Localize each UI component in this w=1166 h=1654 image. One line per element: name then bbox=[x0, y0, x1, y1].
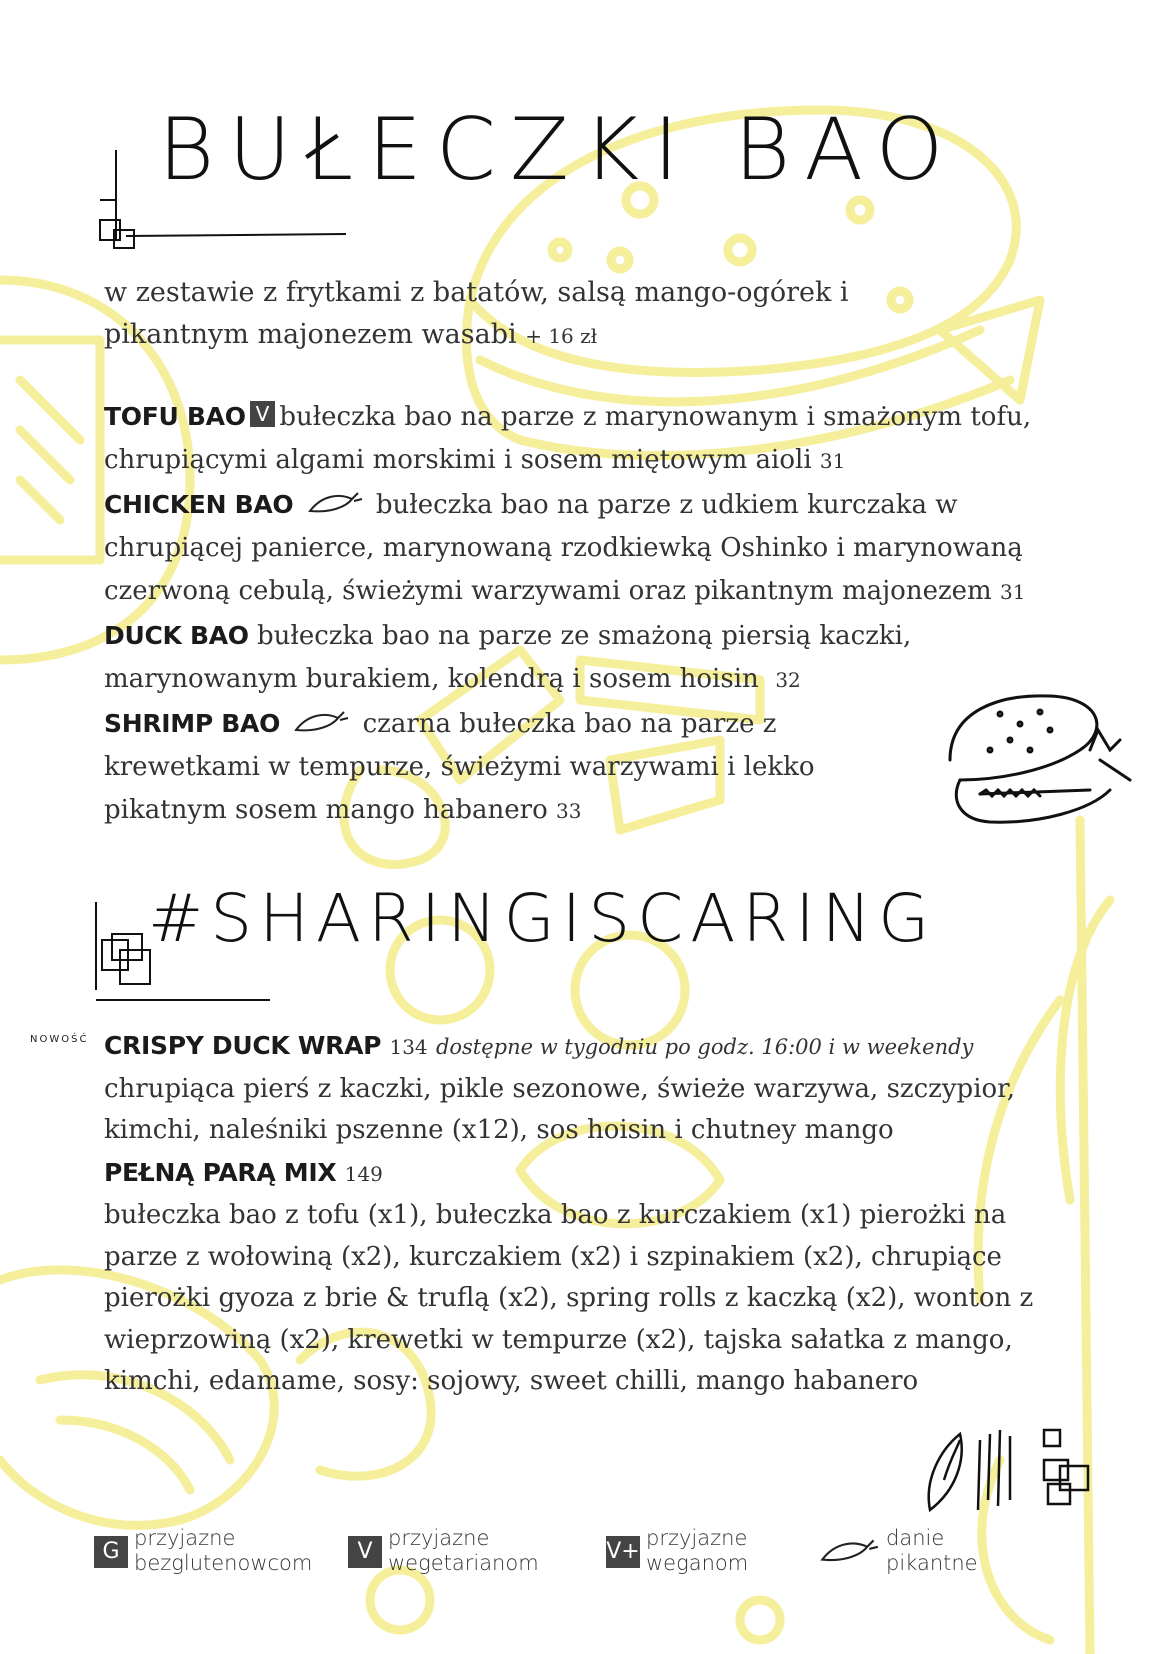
dish-name: DUCK BAO bbox=[104, 621, 249, 650]
dish-description: bułeczka bao z tofu (x1), bułeczka bao z kurczakiem (x1) pierożki na parze z wołowiną (x2), kurczakiem (x2) i szpinakiem (x2), chrupiące pierożki gyoza z brie & truflą (x2), spring rolls z kaczką (x2), wonton z wieprzowiną (x2), krewetki w tempurze (x2), tajska sałatka z mango, kimchi, edamame, sosy: sojowy, sweet chilli, mango habanero bbox=[104, 1200, 1034, 1396]
legend-item-spicy bbox=[818, 1526, 978, 1576]
dish-price: 149 bbox=[344, 1161, 383, 1186]
legend-line: bezglutenowcom bbox=[134, 1551, 313, 1575]
menu-item bbox=[104, 395, 1064, 483]
dish-name: TOFU BAO bbox=[104, 402, 246, 431]
dish-name: CHICKEN BAO bbox=[104, 490, 294, 519]
dish-description: bułeczka bao na parze z marynowanym i smażonym tofu, chrupiącymi algami morskimi i sosem miętowym aioli bbox=[104, 402, 1032, 475]
section-title-sharing: #SHARINGISCARING bbox=[148, 880, 937, 957]
menu-item bbox=[104, 702, 924, 833]
legend-line: przyjazne bbox=[646, 1526, 748, 1550]
dish-price: 33 bbox=[556, 799, 582, 823]
menu-item bbox=[104, 614, 1064, 702]
dish-name: SHRIMP BAO bbox=[104, 709, 281, 738]
legend-item-gluten-free bbox=[94, 1526, 312, 1576]
section-title-bao: BUŁECZKI BAO bbox=[158, 100, 958, 200]
dish-price: 134 bbox=[389, 1035, 428, 1059]
dish-name: PEŁNĄ PARĄ MIX bbox=[104, 1157, 337, 1187]
dish-description: chrupiąca pierś z kaczki, pikle sezonowe, świeże warzywa, szczypior, kimchi, naleśniki pszenne (x12), sos hoisin i chutney mango bbox=[104, 1073, 1016, 1145]
dish-description: bułeczka bao na parze ze smażoną piersią kaczki, marynowanym burakiem, kolendrą i sosem hoisin bbox=[104, 621, 912, 694]
chili-icon bbox=[306, 489, 364, 515]
availability-note: dostępne w tygodniu po godz. 16:00 i w weekendy bbox=[435, 1035, 974, 1059]
dish-price: 31 bbox=[819, 449, 846, 473]
legend-line: danie bbox=[886, 1526, 945, 1550]
bao-intro-price: + 16 zł bbox=[525, 324, 598, 348]
menu-item bbox=[104, 1152, 1064, 1196]
legend-line: przyjazne bbox=[134, 1526, 236, 1550]
dietary-legend bbox=[0, 1526, 1166, 1586]
new-tag: NOWOŚĆ bbox=[30, 1034, 89, 1045]
dish-name: CRISPY DUCK WRAP bbox=[104, 1031, 382, 1060]
legend-line: pikantne bbox=[886, 1551, 978, 1575]
vegetarian-badge: V bbox=[348, 1536, 382, 1568]
bao-intro bbox=[104, 272, 984, 357]
dish-price: 31 bbox=[999, 580, 1026, 604]
chili-icon bbox=[292, 708, 350, 734]
gluten-free-badge: G bbox=[94, 1536, 128, 1568]
vegetarian-badge: V bbox=[250, 401, 276, 427]
legend-line: przyjazne bbox=[388, 1526, 490, 1550]
vegan-badge: V+ bbox=[606, 1536, 640, 1568]
decorative-doodle bbox=[920, 1420, 1100, 1520]
dish-description: czarna bułeczka bao na parze z krewetkami w tempurze, świeżymi warzywami i lekko pikatnym sosem mango habanero bbox=[104, 709, 815, 825]
dish-description: bułeczka bao na parze z udkiem kurczaka w chrupiącej panierce, marynowaną rzodkiewką Oshinko i marynowaną czerwoną cebulą, świeżymi warzywami oraz pikantnym majonezem bbox=[104, 490, 1023, 606]
legend-item-vegan bbox=[606, 1526, 748, 1576]
menu-item bbox=[104, 483, 1064, 614]
menu-item bbox=[104, 1025, 1064, 1069]
legend-item-vegetarian bbox=[348, 1526, 539, 1576]
bao-bun-illustration bbox=[940, 690, 1140, 830]
dish-price: 32 bbox=[775, 668, 801, 692]
bao-menu-list bbox=[104, 395, 1064, 833]
legend-line: weganom bbox=[646, 1551, 749, 1575]
bao-intro-text: w zestawie z frytkami z batatów, salsą mango-ogórek i pikantnym majonezem wasabi bbox=[104, 277, 849, 350]
sharing-menu-list bbox=[104, 1025, 1064, 1403]
legend-line: wegetarianom bbox=[388, 1551, 539, 1575]
chili-icon bbox=[818, 1534, 880, 1566]
